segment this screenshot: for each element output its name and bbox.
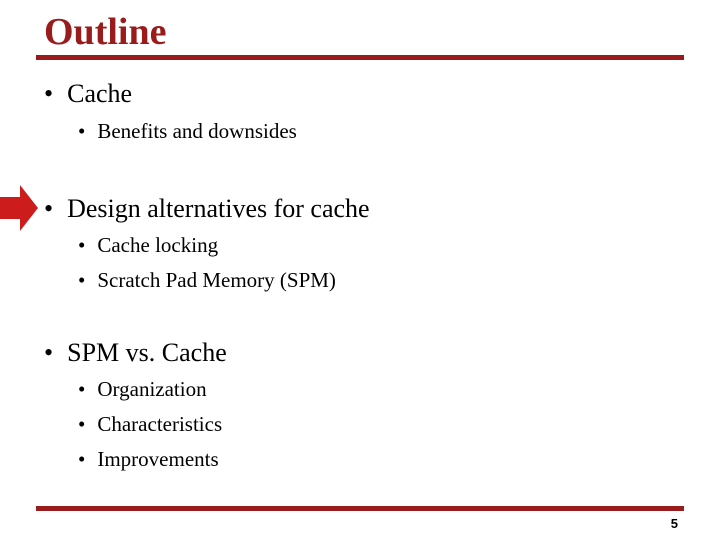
bullet-item-spm-vs-cache xyxy=(44,338,227,368)
bullet-marker: • xyxy=(78,119,86,143)
bullet-label: Design alternatives for cache xyxy=(67,194,370,223)
sub-bullet-label: Benefits and downsides xyxy=(97,119,297,143)
bullet-marker: • xyxy=(44,194,54,223)
slide-title: Outline xyxy=(44,11,167,53)
bullet-marker: • xyxy=(78,377,86,401)
bullet-marker: • xyxy=(78,412,86,436)
sub-bullet-item xyxy=(78,118,297,144)
bullet-marker: • xyxy=(44,79,54,108)
arrow-right-icon xyxy=(0,185,40,231)
bullet-marker: • xyxy=(78,447,86,471)
sub-bullet-item xyxy=(78,446,219,472)
bullet-label: Cache xyxy=(67,79,133,108)
sub-bullet-label: Organization xyxy=(97,377,207,401)
sub-bullet-label: Scratch Pad Memory (SPM) xyxy=(97,268,336,292)
sub-bullet-item xyxy=(78,376,207,402)
title-divider xyxy=(36,55,684,60)
footer-divider xyxy=(36,506,684,511)
sub-bullet-item xyxy=(78,232,218,258)
sub-bullet-label: Improvements xyxy=(97,447,219,471)
sub-bullet-label: Characteristics xyxy=(97,412,223,436)
sub-bullet-item xyxy=(78,267,336,293)
bullet-marker: • xyxy=(78,268,86,292)
bullet-item-cache xyxy=(44,79,132,109)
sub-bullet-label: Cache locking xyxy=(97,233,219,257)
bullet-marker: • xyxy=(78,233,86,257)
bullet-label: SPM vs. Cache xyxy=(67,338,227,367)
page-number: 5 xyxy=(670,516,678,531)
bullet-item-design-alternatives xyxy=(44,194,370,224)
sub-bullet-item xyxy=(78,411,222,437)
bullet-marker: • xyxy=(44,338,54,367)
